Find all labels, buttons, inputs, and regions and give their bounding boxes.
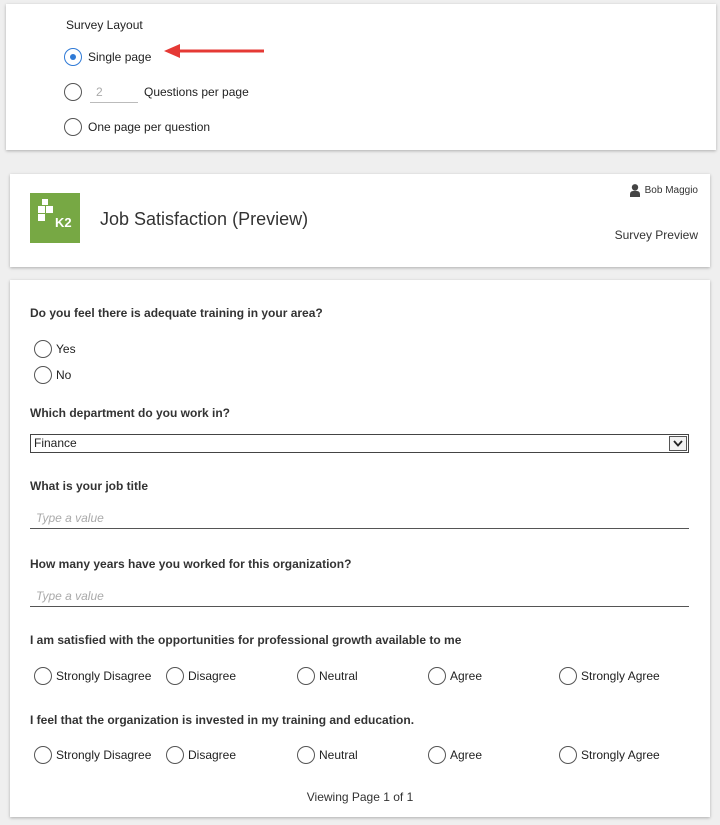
q5-agree-label: Agree (450, 669, 483, 683)
q6-agree-label: Agree (450, 748, 483, 762)
q5-neutral[interactable] (297, 666, 358, 686)
question-3: What is your job title (30, 479, 149, 493)
chevron-down-icon (673, 440, 683, 447)
yes-radio[interactable] (34, 340, 52, 358)
single-page-radio[interactable] (64, 48, 82, 66)
survey-preview-label: Survey Preview (614, 228, 698, 242)
q5-disagree-label: Disagree (188, 669, 237, 683)
survey-layout-panel (6, 4, 716, 150)
questions-per-page-input[interactable] (90, 81, 138, 103)
q5-strongly-agree-label: Strongly Agree (581, 669, 660, 683)
survey-form (10, 280, 710, 817)
q5-strongly-agree[interactable] (559, 666, 660, 686)
logo-text: K2 (55, 215, 72, 230)
q6-neutral[interactable] (297, 745, 358, 765)
q6-agree-radio[interactable] (428, 746, 446, 764)
job-title-input[interactable] (30, 507, 689, 529)
questions-per-page-label: Questions per page (144, 85, 249, 99)
q5-strongly-disagree-radio[interactable] (34, 667, 52, 685)
question-1: Do you feel there is adequate training in your area? (30, 306, 323, 320)
layout-option-one-per-question[interactable] (64, 117, 210, 137)
q6-strongly-disagree-label: Strongly Disagree (56, 748, 152, 762)
layout-option-single-page[interactable] (64, 47, 151, 67)
survey-layout-title: Survey Layout (66, 18, 143, 32)
no-radio[interactable] (34, 366, 52, 384)
q6-strongly-disagree-radio[interactable] (34, 746, 52, 764)
q6-strongly-agree[interactable] (559, 745, 660, 765)
q6-strongly-agree-radio[interactable] (559, 746, 577, 764)
q6-neutral-radio[interactable] (297, 746, 315, 764)
q5-strongly-agree-radio[interactable] (559, 667, 577, 685)
questions-per-page-radio[interactable] (64, 83, 82, 101)
question-4: How many years have you worked for this organization? (30, 557, 352, 571)
user-info[interactable] (630, 184, 698, 197)
q5-disagree[interactable] (166, 666, 236, 686)
no-label: No (56, 368, 72, 382)
question-5: I am satisfied with the opportunities for professional growth available to me (30, 633, 462, 647)
one-per-question-label: One page per question (88, 120, 211, 134)
question-2: Which department do you work in? (30, 406, 231, 420)
layout-option-questions-per-page[interactable] (64, 82, 249, 102)
q6-agree[interactable] (428, 745, 482, 765)
q6-disagree[interactable] (166, 745, 236, 765)
yes-label: Yes (56, 342, 76, 356)
q5-strongly-disagree-label: Strongly Disagree (56, 669, 152, 683)
user-icon (630, 184, 640, 197)
answer-no[interactable] (34, 365, 71, 385)
q5-disagree-radio[interactable] (166, 667, 184, 685)
department-selected-value: Finance (34, 436, 77, 450)
department-dropdown[interactable] (30, 434, 689, 453)
q6-neutral-label: Neutral (319, 748, 358, 762)
q5-strongly-disagree[interactable] (34, 666, 151, 686)
years-worked-input[interactable] (30, 585, 689, 607)
k2-logo (30, 193, 80, 243)
single-page-label: Single page (88, 50, 152, 64)
q5-neutral-radio[interactable] (297, 667, 315, 685)
q5-agree[interactable] (428, 666, 482, 686)
dropdown-button[interactable] (669, 436, 687, 451)
page-indicator: Viewing Page 1 of 1 (306, 790, 414, 804)
q6-disagree-radio[interactable] (166, 746, 184, 764)
question-6: I feel that the organization is invested in my training and education. (30, 713, 415, 727)
red-arrow-icon (164, 43, 266, 59)
one-per-question-radio[interactable] (64, 118, 82, 136)
user-name: Bob Maggio (644, 185, 698, 196)
page-title: Job Satisfaction (Preview) (100, 209, 309, 229)
answer-yes[interactable] (34, 339, 76, 359)
q6-strongly-disagree[interactable] (34, 745, 151, 765)
q6-strongly-agree-label: Strongly Agree (581, 748, 660, 762)
q5-neutral-label: Neutral (319, 669, 358, 683)
q5-agree-radio[interactable] (428, 667, 446, 685)
q6-disagree-label: Disagree (188, 748, 237, 762)
survey-header (10, 174, 710, 267)
